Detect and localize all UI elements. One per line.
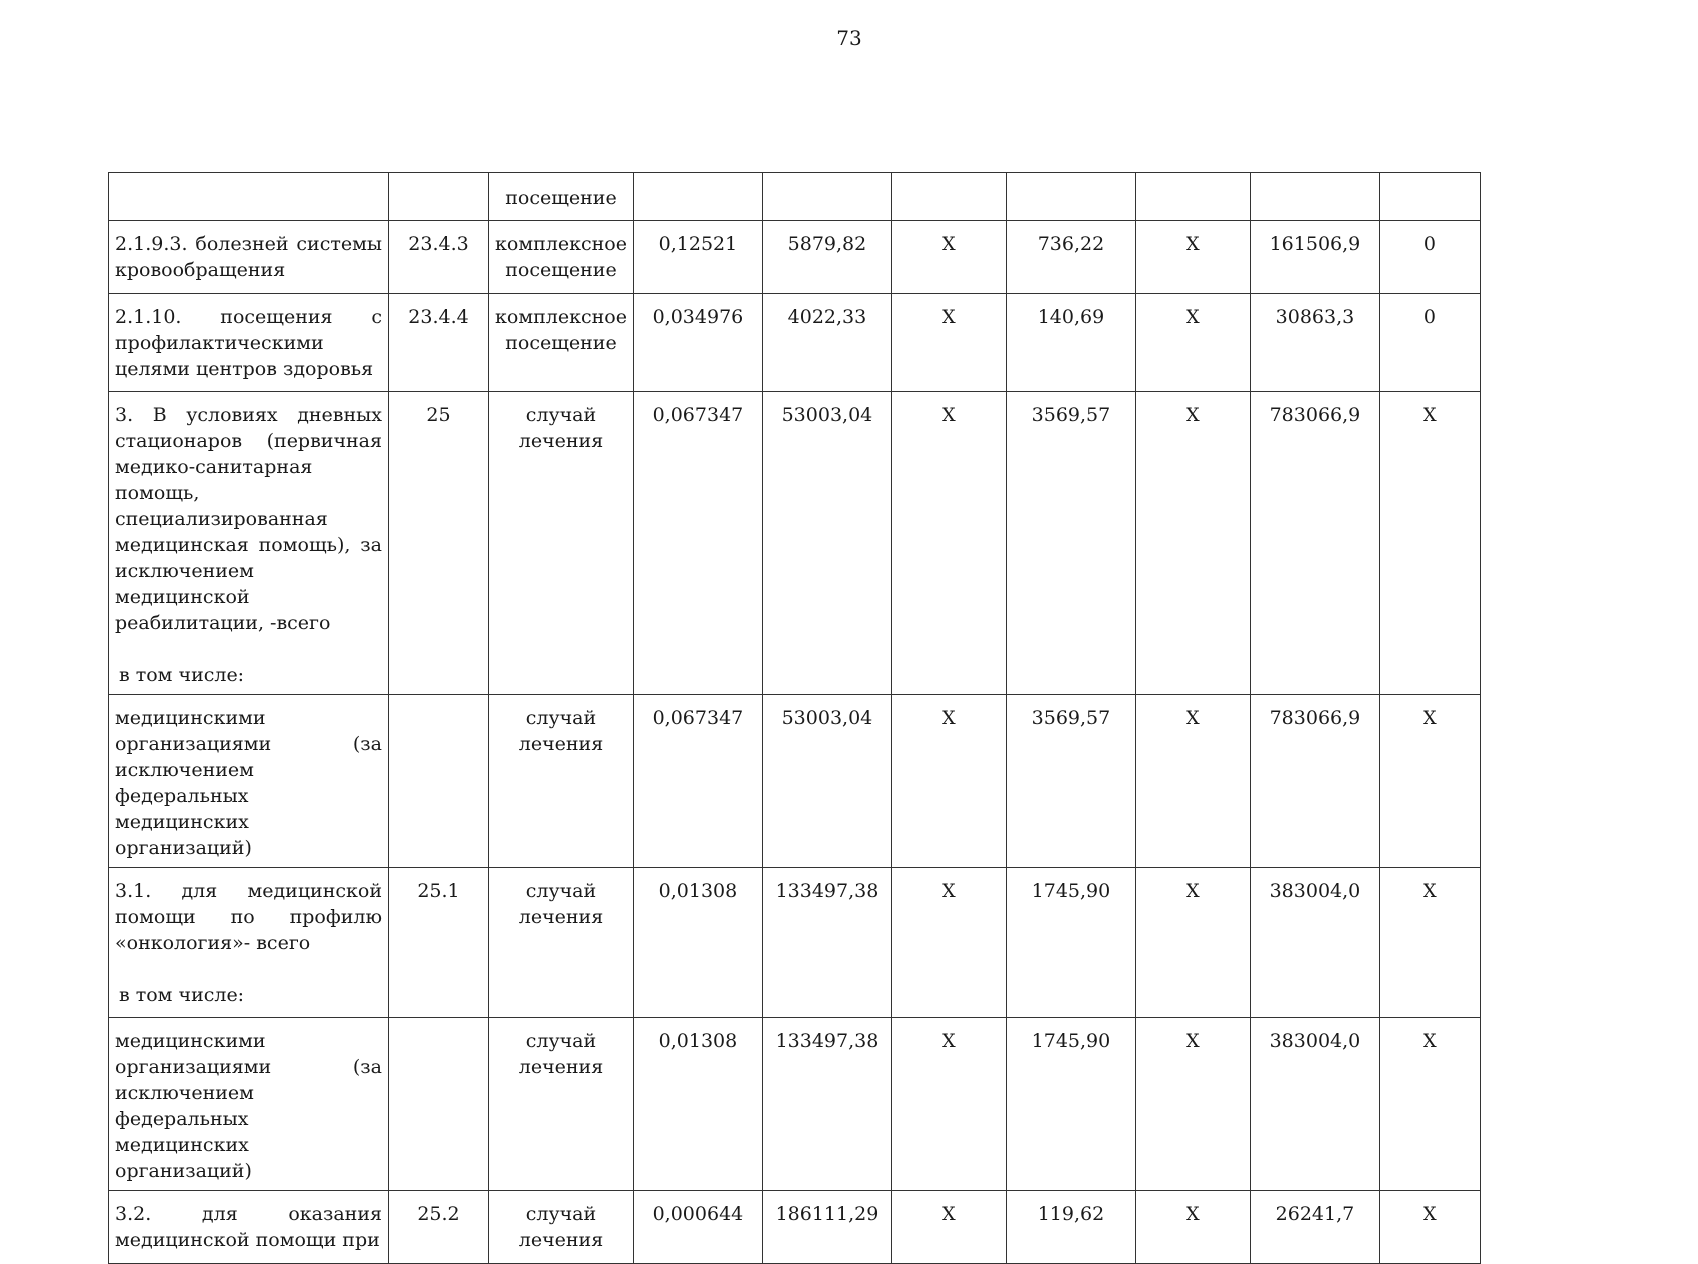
cell-x1: Х: [891, 294, 1006, 392]
cell-cost: 5879,82: [762, 221, 891, 294]
cell-cost: 4022,33: [762, 294, 891, 392]
cell-volume: 0,000644: [633, 1191, 762, 1264]
cell-unit: случай лечения: [489, 392, 634, 695]
cell-per-capita: 119,62: [1006, 1191, 1135, 1264]
cell-cost: 133497,38: [762, 868, 891, 1018]
cell-x2: Х: [1135, 392, 1250, 695]
cell-unit: комплексное посещение: [489, 294, 634, 392]
cell-name: 2.1.10. посещения с профилактическими целями центров здоровья: [109, 294, 389, 392]
table-row: [109, 868, 1481, 1018]
cell-x1: Х: [891, 868, 1006, 1018]
cell-x2: [1135, 173, 1250, 221]
cell-cost: 53003,04: [762, 392, 891, 695]
cell-last: Х: [1379, 695, 1480, 868]
cell-total: 783066,9: [1250, 392, 1379, 695]
table-row: [109, 1191, 1481, 1264]
cell-last: Х: [1379, 1018, 1480, 1191]
page-number: 73: [836, 26, 862, 50]
cell-unit: случай лечения: [489, 695, 634, 868]
subrow-label: в том числе:: [119, 984, 245, 1006]
cell-last: Х: [1379, 868, 1480, 1018]
table-row: [109, 1018, 1481, 1191]
table-row: [109, 695, 1481, 868]
cell-name: 2.1.9.3. болезней системы кровообращения: [109, 221, 389, 294]
cell-total: [1250, 173, 1379, 221]
cell-unit: случай лечения: [489, 1191, 634, 1264]
cell-volume: 0,034976: [633, 294, 762, 392]
table-row: [109, 294, 1481, 392]
cell-name: [109, 392, 389, 695]
cell-total: 383004,0: [1250, 1018, 1379, 1191]
cell-x2: Х: [1135, 868, 1250, 1018]
cell-last: [1379, 173, 1480, 221]
cell-x1: Х: [891, 1191, 1006, 1264]
cell-x1: [891, 173, 1006, 221]
subrow-label: в том числе:: [119, 664, 245, 686]
cell-cost: [762, 173, 891, 221]
cell-last: Х: [1379, 1191, 1480, 1264]
cell-code: 23.4.4: [389, 294, 489, 392]
table-row: [109, 173, 1481, 221]
cell-per-capita: 140,69: [1006, 294, 1135, 392]
cell-per-capita: [1006, 173, 1135, 221]
cell-code: 23.4.3: [389, 221, 489, 294]
cell-x1: Х: [891, 392, 1006, 695]
cell-volume: 0,067347: [633, 695, 762, 868]
cell-code: 25: [389, 392, 489, 695]
cell-name: [109, 173, 389, 221]
cell-unit: посещение: [489, 173, 634, 221]
cell-name: 3.2. для оказания медицинской помощи при: [109, 1191, 389, 1264]
cell-last: Х: [1379, 392, 1480, 695]
cell-cost: 53003,04: [762, 695, 891, 868]
cell-total: 30863,3: [1250, 294, 1379, 392]
cell-volume: 0,067347: [633, 392, 762, 695]
cell-code: [389, 695, 489, 868]
cell-volume: 0,12521: [633, 221, 762, 294]
table-row: [109, 221, 1481, 294]
table-row: [109, 392, 1481, 695]
cell-unit: случай лечения: [489, 868, 634, 1018]
cell-name: медицинскими организациями (за исключением федеральных медицинских организаций): [109, 695, 389, 868]
cell-total: 26241,7: [1250, 1191, 1379, 1264]
cell-per-capita: 3569,57: [1006, 392, 1135, 695]
cell-x2: Х: [1135, 1191, 1250, 1264]
cell-volume: 0,01308: [633, 1018, 762, 1191]
cell-name: [109, 868, 389, 1018]
cell-last: 0: [1379, 294, 1480, 392]
cell-x1: Х: [891, 695, 1006, 868]
cell-per-capita: 1745,90: [1006, 868, 1135, 1018]
cell-last: 0: [1379, 221, 1480, 294]
cell-code: [389, 1018, 489, 1191]
cell-cost: 186111,29: [762, 1191, 891, 1264]
cell-x2: Х: [1135, 294, 1250, 392]
cell-per-capita: 1745,90: [1006, 1018, 1135, 1191]
cell-unit: комплексное посещение: [489, 221, 634, 294]
cell-code: [389, 173, 489, 221]
cell-x1: Х: [891, 1018, 1006, 1191]
cell-per-capita: 736,22: [1006, 221, 1135, 294]
cell-x2: Х: [1135, 1018, 1250, 1191]
cell-x2: Х: [1135, 221, 1250, 294]
cell-per-capita: 3569,57: [1006, 695, 1135, 868]
cell-volume: 0,01308: [633, 868, 762, 1018]
cell-x2: Х: [1135, 695, 1250, 868]
row-label: 3.1. для медицинской помощи по профилю «онкология»- всего: [115, 880, 382, 954]
cell-name: медицинскими организациями (за исключением федеральных медицинских организаций): [109, 1018, 389, 1191]
cell-cost: 133497,38: [762, 1018, 891, 1191]
cell-total: 383004,0: [1250, 868, 1379, 1018]
cell-total: 161506,9: [1250, 221, 1379, 294]
cell-unit: случай лечения: [489, 1018, 634, 1191]
cell-code: 25.2: [389, 1191, 489, 1264]
cell-code: 25.1: [389, 868, 489, 1018]
cell-volume: [633, 173, 762, 221]
data-table: [108, 172, 1481, 1264]
cell-total: 783066,9: [1250, 695, 1379, 868]
row-label: 3. В условиях дневных стационаров (первичная медико-санитарная помощь, специализированная медицинская помощь), за исключением медицинской реабилитации, -всего: [115, 404, 382, 634]
cell-x1: Х: [891, 221, 1006, 294]
